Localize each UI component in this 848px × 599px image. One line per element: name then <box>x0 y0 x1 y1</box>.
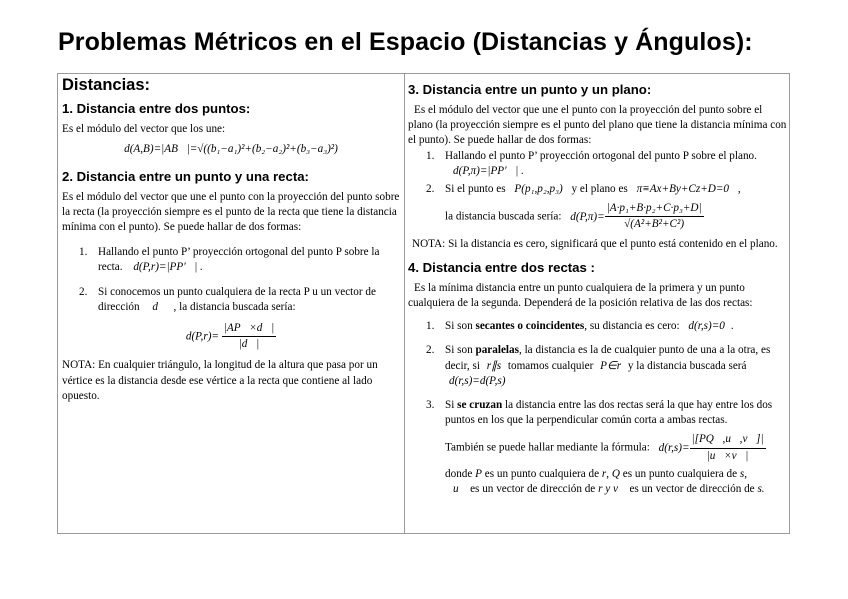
list-item-formula: d(P,r)=|PP'⃗| . <box>133 261 203 274</box>
section-4-text: Es la mínima distancia entre un punto cualquiera de la primera y un punto cualquiera de la segunda. Dependerá de la posición relativa de las dos rectas: <box>408 281 753 310</box>
point-coords: P(p₁,p₂,p₃) <box>514 183 563 196</box>
section-4-list <box>408 319 788 497</box>
list-item-text: Si conocemos un punto cualquiera de la recta P u un vector de dirección <box>98 285 376 313</box>
list-item: 3. Si se cruzan la distancia entre las dos rectas será la que hay entre los dos puntos en los que la perpendicular común corta a ambas rectas. También se puede hallar mediante la fórmula: d(r,s)= $\frac{|[PQ⃗,u⃗,v⃗]|}{|u⃗\times v⃗|}$ donde P es un punto cualquiera de r, Q es un punto cualquiera de s, u⃗ es un vector de dirección de r y v⃗ es un vector de dirección de s. <box>426 399 773 496</box>
page-title: Problemas Métricos en el Espacio (Distancias y Ángulos): <box>58 28 753 56</box>
section-1-text: Es el módulo del vector que los une: <box>62 123 226 136</box>
list-item <box>62 285 400 315</box>
section-2-text: Es el módulo del vector que une el punto con la proyección del punto sobre la recta (la proyección siempre es el punto de la recta que tiene la distancia mínima con el punto). Se puede hallar de dos formas: <box>62 190 400 234</box>
section-1-formula: d(A,B)=|AB⃗|=√((b₁−a₁)²+(b₂−a₂)²+(b₃−a₃)²) <box>124 143 338 156</box>
section-3-formula-2: d(P,π)= $\frac{\text{|A·p₁+B·p₂+C·p₃+D|}}{\text{√(A²+B²+C²)}}$ <box>570 202 702 231</box>
section-2-formula: d(P,r)= $\frac{|AP⃗\times d⃗|}{|d⃗|}$ <box>185 322 275 351</box>
plane-equation: π≡Ax+By+Cz+D=0 <box>636 183 730 196</box>
list-item-number: 2. <box>79 285 88 298</box>
content-table <box>57 73 790 534</box>
right-column <box>405 74 791 497</box>
list-item <box>62 245 400 275</box>
list-item-text: Hallando el punto P’ proyección ortogonal del punto P sobre la recta. <box>98 246 380 274</box>
section-4-formula: d(r,s)= $\frac{|[PQ⃗,u⃗,v⃗]|}{|u⃗\times v⃗|}$ <box>658 433 764 462</box>
section-3-formula-1: d(P,π)=|PP'⃗| . <box>453 164 524 177</box>
list-item-number: 1. <box>79 246 88 259</box>
direction-vector: d⃗ <box>152 300 167 313</box>
section-1-title: 1. Distancia entre dos puntos: <box>62 101 251 117</box>
section-3-title: 3. Distancia entre un punto y un plano: <box>408 82 652 97</box>
list-item: 1. Si son secantes o coincidentes, su distancia es cero: d(r,s)=0 . <box>426 320 734 333</box>
distancias-heading: Distancias: <box>62 76 151 94</box>
section-3-text: Es el módulo del vector que une el punto con la proyección del punto sobre el plano (la proyección siempre es el punto del plano que tiene la distancia mínima con el punto). Se puede hallar de dos formas: <box>408 104 787 147</box>
list-item-text-end: , la distancia buscada sería: <box>173 300 296 313</box>
section-3-note: NOTA: Si la distancia es cero, significará que el punto está contenido en el plano. <box>412 237 778 250</box>
section-3-list <box>408 149 788 233</box>
left-column <box>58 74 404 404</box>
section-2-list <box>62 245 400 315</box>
list-item: 1. Hallando el punto P’ proyección ortogonal del punto P sobre el plano. d(P,π)=|PP'⃗| . <box>426 149 757 177</box>
section-2-title: 2. Distancia entre un punto y una recta: <box>62 168 309 184</box>
list-item: 2. Si el punto es P(p₁,p₂,p₃) y el plano es π≡Ax+By+Cz+D=0 , la distancia buscada sería: d(P,π)= $\frac{\text{|A·p₁+B·p₂+C·p₃+D|}}{\text{√(A²+B²+C²)}}$ <box>426 183 741 231</box>
section-4-title: 4. Distancia entre dos rectas : <box>408 259 595 275</box>
list-item: 2. Si son paralelas, la distancia es la de cualquier punto de una a la otra, es decir, si r∥s tomamos cualquier P∈r y la distancia buscada será d(r,s)=d(P,s) <box>426 344 771 387</box>
section-2-note: NOTA: En cualquier triángulo, la longitud de la altura que pasa por un vértice es la distancia desde ese vértice a la recta que contiene al lado opuesto. <box>62 359 378 402</box>
